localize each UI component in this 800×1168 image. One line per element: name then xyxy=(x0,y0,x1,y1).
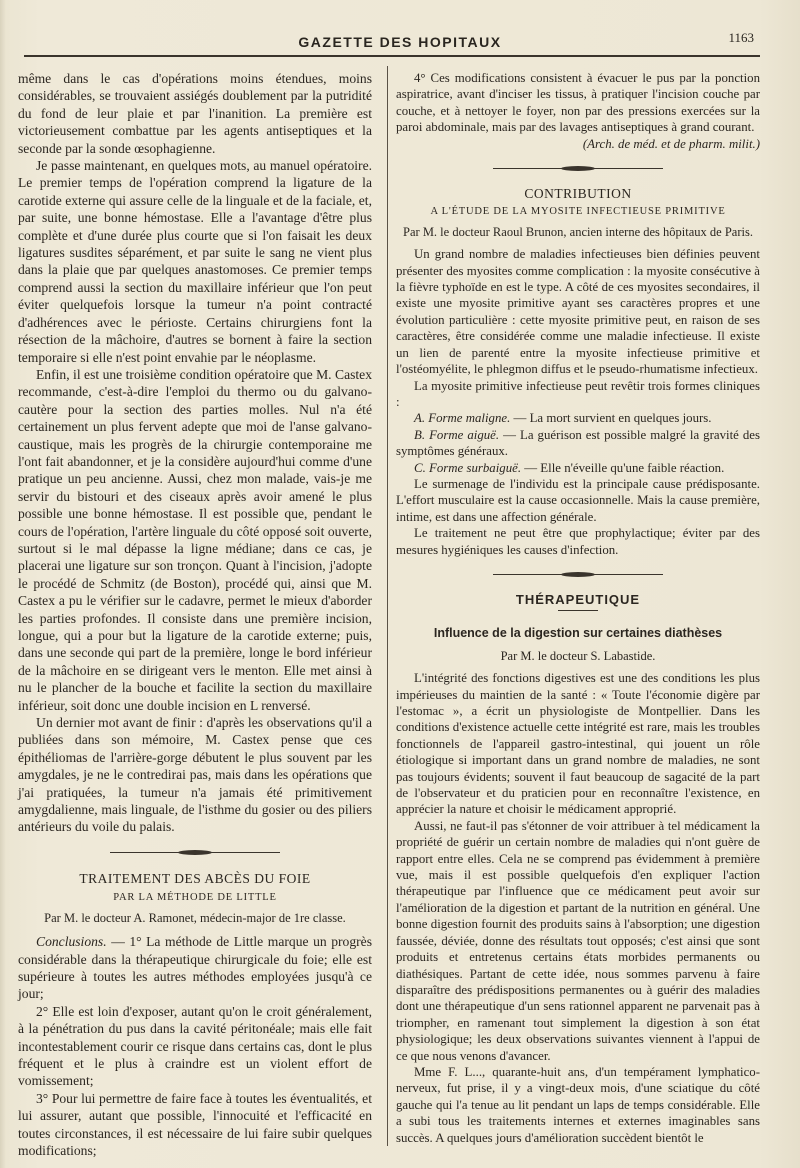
paragraph: Mme F. L..., quarante-huit ans, d'un tempérament lymphatico-nerveux, fut prise, il y a vingt-deux mois, d'une sciatique du côté gauche qui l'a tenue au lit pendant un laps de temps considérable. Elle a subi tous les traitements internes et externes imaginables sans succès. A quelques jours d'amélioration succèdent bientôt le xyxy=(396,1064,760,1145)
section-separator xyxy=(493,572,663,578)
conclusions-label: Conclusions. xyxy=(36,934,107,950)
right-column xyxy=(396,70,760,1146)
column-divider xyxy=(387,66,388,1146)
contribution-title: CONTRIBUTION xyxy=(524,186,632,202)
header-rule xyxy=(24,55,760,57)
therapeutique-author: Par M. le docteur S. Labastide. xyxy=(500,648,656,663)
page-number: 1163 xyxy=(728,30,754,45)
left-column xyxy=(18,70,372,1159)
paragraph: Enfin, il est une troisième condition opératoire que M. Castex recommande, c'est-à-dire l'emploi du thermo ou du galvano-cautère pour la section des parties molles. Nul n'a été certainement un plus fervent adepte que moi de l'anse galvano-caustique, mais les progrès de la chirurgie contemporaine me l'ont fait abandonner, et je la considère aujourd'hui comme d'une pratique un peu ancienne. Aussi, chez mon malade, vais-je me servir du bistouri et des ciseaux après avoir amené le plus possible une bonne hémostase. Il est possible que, pendant le cours de l'opération, l'artère linguale du côté opposé soit ouverte, surtout si le mal dépasse la ligne médiane; dans ce cas, je placerai une ligature sur son tronçon. Quant à l'incision, j'adopte le procédé de Schmitz (de Boston), procédé qui, ainsi que M. Castex a pu le vérifier sur le cadavre, permet le mieux d'aborder les parties profondes. Il consiste dans une première incision, longue, qui a pour but la ligature de la carotide externe; puis, dans une seconde qui part de la première, longe le bord inférieur de la mâchoire en se dirigeant vers le menton. Elle met ainsi à nu le plancher de la bouche et facilite la section du maxillaire inférieur, soit donc une double incision en L renversé. xyxy=(18,366,372,713)
paragraph: Un grand nombre de maladies infectieuses bien définies peuvent présenter des myosites comme complication : la myosite consécutive à la fièvre typhoïde en est le type. A côté de ces myosites secondaires, il existe une myosite primitive ayant ses caractères propres et une évolution particulière : cette myosite primitive peut, en raison de ses caractères, être considérée comme une maladie infectieuse. Il existe un lien de parenté entre la myosite infectieuse primitive et l'ostéomyélite, le phlegmon diffus et le pseudo-rhumatisme infectieux. xyxy=(396,247,760,377)
therapeutique-heading: THÉRAPEUTIQUE xyxy=(515,591,641,607)
conclusion-item: 3° Pour lui permettre de faire face à toutes les éventualités, et lui assurer, autant que possible, l'innocuité et l'efficacité en toutes circonstances, il est nécessaire de lui faire subir quelques modifications; xyxy=(18,1090,372,1158)
paragraph: Le surmenage de l'individu est la principale cause prédisposante. L'effort musculaire est la cause occasionnelle. Mais la cause première, intime, est dans une affection générale. xyxy=(396,476,760,524)
form-item: B. Forme aiguë. — La guérison est possible malgré la gravité des symptômes généraux. xyxy=(396,427,760,459)
article-title: TRAITEMENT DES ABCÈS DU FOIE xyxy=(79,870,311,886)
page-header xyxy=(20,30,780,52)
therapeutique-article-title: Influence de la digestion sur certaines diathèses xyxy=(433,626,723,641)
section-separator xyxy=(110,850,280,856)
form-item: C. Forme surbaiguë. — Elle n'éveille qu'une faible réaction. xyxy=(414,460,725,475)
article-author: Par M. le docteur A. Ramonet, médecin-major de 1re classe. xyxy=(44,910,346,925)
article-subtitle: PAR LA MÉTHODE DE LITTLE xyxy=(113,892,277,904)
paragraph: Aussi, ne faut-il pas s'étonner de voir attribuer à tel médicament la propriété de guérir un certain nombre de maladies qui n'ont guère de rapport entre elles. Cela ne se comprend pas évidemment à première vue, mais il est possible quelquefois d'en expliquer l'action thérapeutique par l'influence que ce médicament peut avoir sur l'amélioration de la digestion et partant de la nutrition en général. Une bonne digestion fournit des produits sains à l'absorption; une digestion faussée, déviée, donne des résultats tout opposés; c'est ainsi que sont produits et entretenus certains états morbides permanents ou diathésiques. Partant de cette idée, nous sommes parvenu à faire disparaître des prédispositions permanentes ou à guérir des maladies dont une thérapeutique d'un sens rationnel apparent ne parvenait pas à triompher, en ramenant tout simplement la digestion à son état physiologique; les deux observations suivantes viennent à l'appui de ce que nous venons d'avancer. xyxy=(396,818,760,1063)
paragraph: L'intégrité des fonctions digestives est une des conditions les plus impérieuses du maintien de la santé : « Toute l'économie digère par l'estomac », a écrit un physiologiste de Montpellier. Dans les conditions d'existence actuelle cette intégrité est rare, mais les troubles fonctionnels de l'appareil gastro-intestinal, qui jouent un rôle étiologique si important dans un grand nombre de maladies, ne sont pas toujours évidents; souvent il faut beaucoup de sagacité de la part de l'observateur et du praticien pour en reconnaître l'existence, en apprécier la nature et choisir le médicament approprié. xyxy=(396,671,760,817)
paragraph: Je passe maintenant, en quelques mots, au manuel opératoire. Le premier temps de l'opération comprend la ligature de la carotide externe qui assure celle de la linguale et de la faciale, et, par suite, une bonne hémostase. Elle a l'avantage d'être plus complète et d'une durée plus courte que si l'on faisait les deux ligatures susdites séparément, et par suite le sang ne vient plus dans la plaie que par quelques anastomoses. Ce premier temps comprend aussi la section du maxillaire inférieur que l'on peut éviter quelquefois lorsque la tumeur n'a point contracté d'adhérences avec le périoste. Certains chirurgiens font la résection de la mâchoire, d'autres se bornent à faire la section temporaire si elle n'est point envahie par le néoplasme. xyxy=(18,158,372,365)
conclusion-item: 2° Elle est loin d'exposer, autant qu'on le croit généralement, à la pénétration du pus dans la cavité péritonéale; mais elle fait incontestablement courir ce risque dans certains cas, dont le plus fréquent et le plus à craindre est un violent effort de vomissement; xyxy=(18,1003,372,1089)
contribution-author: Par M. le docteur Raoul Brunon, ancien interne des hôpitaux de Paris. xyxy=(403,224,753,239)
source-citation: (Arch. de méd. et de pharm. milit.) xyxy=(582,136,760,151)
paragraph: La myosite primitive infectieuse peut revêtir trois formes cliniques : xyxy=(396,378,760,409)
section-separator xyxy=(493,166,663,172)
journal-title: GAZETTE DES HOPITAUX xyxy=(298,34,502,50)
heading-underline xyxy=(558,610,598,611)
paragraph: Un dernier mot avant de finir : d'après les observations qu'il a publiées dans son mémoire, M. Castex pense que ces épithéliomas de l'arrière-gorge débutent le plus souvent par les amygdales, je ne le contredirai pas, mais dans les opérations que j'ai pratiquées, la tumeur n'a jamais été primitivement amygdalienne, mais linguale, de l'isthme du gosier ou des piliers antérieurs du voile du palais. xyxy=(18,715,372,835)
paragraph: même dans le cas d'opérations moins étendues, moins considérables, se trouvaient assiégés doublement par la putridité du fond de leur plaie et par l'inanition. La première est victorieusement combattue par les agents antiseptiques et la seconde par la sonde œsophagienne. xyxy=(18,71,372,156)
conclusion-item: Conclusions. — 1° La méthode de Little marque un progrès considérable dans la thérapeutique chirurgicale du foie; elle est supérieure à toutes les autres méthodes employées jusqu'à ce jour; xyxy=(18,934,372,1002)
paragraph: 4° Ces modifications consistent à évacuer le pus par la ponction aspiratrice, avant d'inciser les tissus, à pratiquer l'incision couche par couche, et à nettoyer le foyer, non par des pressions exercées sur la paroi abdominale, mais par des lavages antiseptiques à grand courant. xyxy=(396,71,760,135)
form-item: A. Forme maligne. — La mort survient en quelques jours. xyxy=(414,411,712,426)
paragraph: Le traitement ne peut être que prophylactique; éviter par des mesures hygiéniques les causes d'infection. xyxy=(396,526,760,557)
contribution-subtitle: A L'ÉTUDE DE LA MYOSITE INFECTIEUSE PRIMITIVE xyxy=(430,206,726,218)
